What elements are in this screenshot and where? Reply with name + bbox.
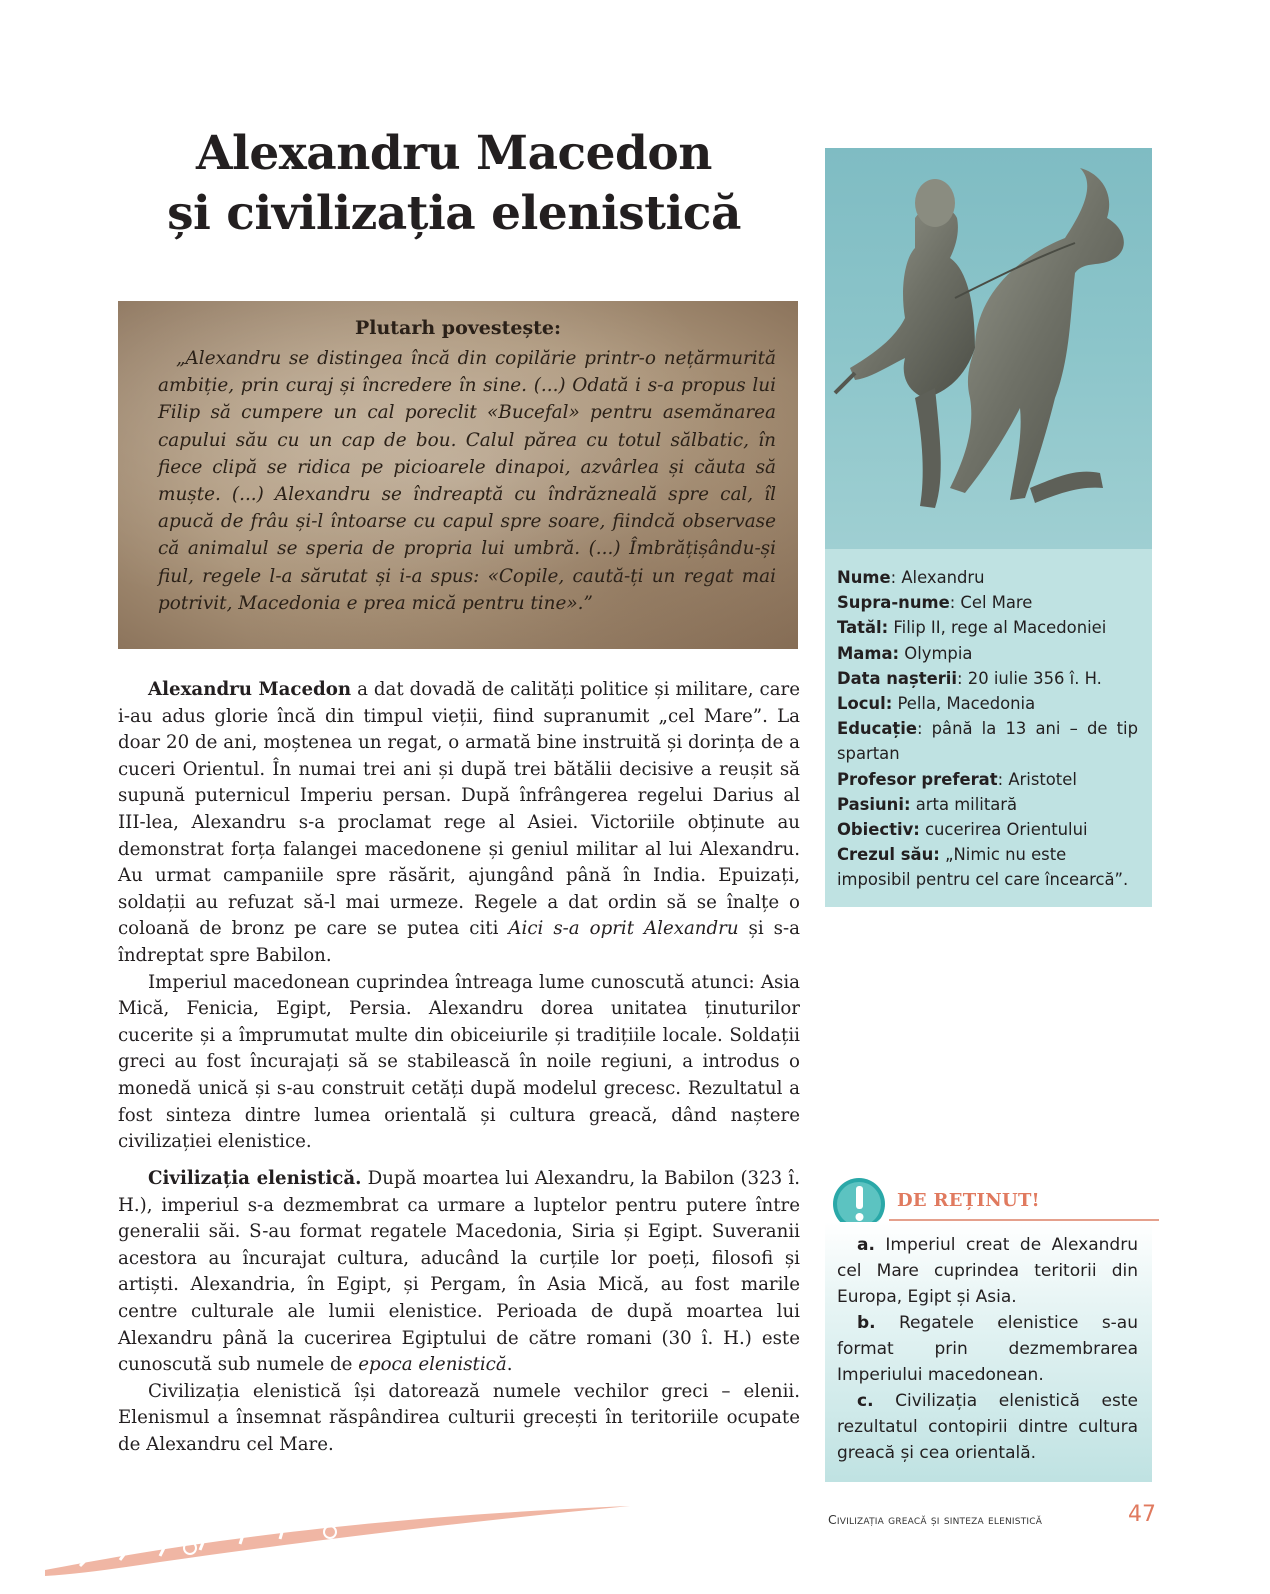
title-line-2: și civilizația elenistică	[167, 186, 741, 241]
info-row-birthdate: Data nașterii: 20 iulie 356 î. H.	[837, 668, 1102, 688]
statue-photo	[825, 148, 1152, 549]
info-row-teacher: Profesor preferat: Aristotel	[837, 769, 1077, 789]
quote-box	[118, 301, 798, 649]
title-line-1: Alexandru Macedon	[196, 126, 712, 181]
italic-quote: Aici s-a oprit Alexandru	[508, 918, 739, 940]
quote-heading: Plutarh povestește:	[354, 317, 562, 339]
bold-term: Civilizația elenistică.	[148, 1168, 362, 1189]
retinut-title: DE REȚINUT!	[897, 1190, 1040, 1211]
retinut-item: c. Civilizația elenistică este rezultatul contopirii dintre cultura greacă și cea orientală.	[837, 1391, 1138, 1463]
info-row-education: Educație: până la 13 ani – de tip spartan	[837, 719, 1138, 764]
page-title	[118, 124, 790, 244]
bold-term: Alexandru Macedon	[148, 679, 352, 700]
info-row-objective: Obiectiv: cucerirea Orientului	[837, 820, 1088, 840]
info-row-name: Nume: Alexandru	[837, 568, 985, 587]
decorative-ornament	[40, 1498, 640, 1578]
info-row-mother: Mama: Olympia	[837, 643, 973, 663]
paragraph: Imperiul macedonean cuprindea întreaga lume cunoscută atunci: Asia Mică, Fenicia, Egipt, Persia. Alexandru dorea unitatea ținuturilor cucerite și a împrumutat multe din obiceiurile și tradițiile locale. Soldații greci au fost încurajați să se stabilească în noile regiuni, a introdus o monedă unică și s-au construit cetăți după modelul grecesc. Rezultatul a fost sinteza dintre lumea orientală și cultura greacă, dând naștere civilizației elenistice.	[118, 971, 800, 1153]
retinut-item: a. Imperiul creat de Alexandru cel Mare cuprindea teritorii din Europa, Egipt și Asia.	[837, 1235, 1138, 1307]
retinut-divider	[889, 1219, 1159, 1221]
info-row-surname: Supra-nume: Cel Mare	[837, 593, 1033, 613]
info-row-birthplace: Locul: Pella, Macedonia	[837, 694, 1036, 714]
equestrian-statue-illustration	[825, 148, 1152, 549]
page-number: 47	[1128, 1502, 1156, 1527]
body-section-1	[118, 677, 800, 1156]
footer-chapter: Civilizația greacă și sinteza elenistică	[828, 1512, 1043, 1527]
info-box	[825, 549, 1152, 907]
info-row-passions: Pasiuni: arta militară	[837, 794, 1018, 814]
paragraph: Civilizația elenistică își datorează numele vechilor greci – elenii. Elenismul a însemnat răspândirea culturii grecești în teritoriile ocupate de Alexandru cel Mare.	[118, 1380, 800, 1455]
info-row-creed: Crezul său: „Nimic nu este imposibil pentru cel care încearcă”.	[837, 845, 1129, 890]
retinut-item: b. Regatele elenistice s-au format prin dezmembrarea Imperiului macedonean.	[837, 1313, 1138, 1385]
italic-term: epoca elenistică	[358, 1354, 507, 1376]
retinut-box	[825, 1222, 1152, 1482]
info-row-father: Tatăl: Filip II, rege al Macedoniei	[837, 618, 1107, 638]
paragraph: Civilizația elenistică. După moartea lui Alexandru, la Babilon (323 î. H.), imperiul s-a dezmembrat ca urmare a luptelor pentru putere între generalii săi. S-au format regatele Macedonia, Siria și Egipt. Suveranii acestora au încurajat cultura, aducând la curțile lor poeți, filosofi și artiști. Alexandria, în Egipt, și Pergam, în Asia Mică, au fost marile centre culturale ale lumii elenistice. Perioada de după moartea lui Alexandru până la cucerirea Egiptului de către romani (30 î. H.) este cunoscută sub numele de epoca elenistică.	[118, 1168, 800, 1376]
body-section-2	[118, 1166, 800, 1459]
paragraph: Alexandru Macedon a dat dovadă de calități politice și militare, care i-au adus glorie încă din timpul vieții, fiind supranumit „cel Mare”. La doar 20 de ani, moștenea un regat, o armată bine instruită și dorința de a cuceri Orientul. În numai trei ani și după trei bătălii decisive a reușit să supună puternicul Imperiu persan. După înfrângerea regelui Darius al III-lea, Alexandru s-a proclamat rege al Asiei. Victoriile obținute au demonstrat forța falangei macedonene și geniul militar al lui Alexandru. Au urmat campaniile spre răsărit, ajungând până în India. Epuizați, soldații au refuzat să-l mai urmeze. Regele a dat ordin să se înalțe o coloană de bronz pe care se putea citi Aici s-a oprit Alexandru și s-a îndreptat spre Babilon.	[118, 679, 800, 966]
quote-text: „Alexandru se distingea încă din copilărie printr-o nețărmurită ambiție, prin curaj și încredere în sine. (...) Odată i s-a propus lui Filip să cumpere un cal poreclit «Bucefal» pentru asemănarea capului său cu un cap de bou. Calul părea cu totul sălbatic, în fiece clipă se ridica pe picioarele dinapoi, azvârlea și căuta să muște. (...) Alexandru se îndreaptă cu îndrăzneală spre cal, îl apucă de frâu și-l întoarse cu capul spre soare, fiindcă observase că animalul se speria de propria lui umbră. (...) Îmbrățișându-și fiul, regele l-a sărutat și i-a spus: «Copile, caută-ți un regat mai potrivit, Macedonia e prea mică pentru tine».”	[158, 348, 776, 614]
